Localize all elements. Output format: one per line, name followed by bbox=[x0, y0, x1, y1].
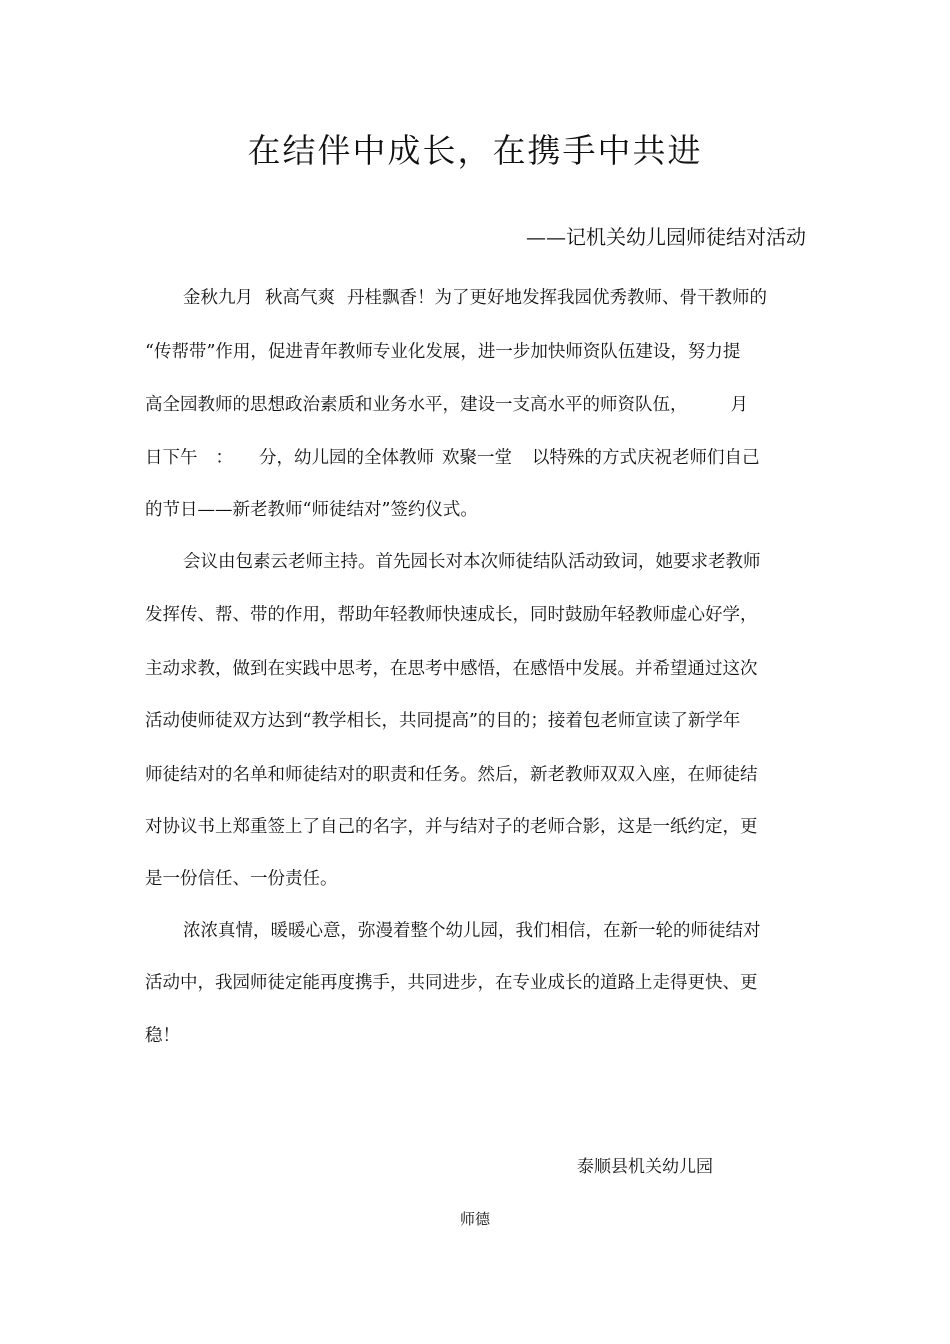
paragraph-1-line-1 bbox=[183, 283, 853, 313]
paragraph-2-line-3: 主动求教，做到在实践中思考，在思考中感悟，在感悟中发展。并希望通过这次 bbox=[145, 659, 758, 679]
paragraph-1-line-3 bbox=[145, 390, 815, 420]
paragraph-2-line-4: 活动使师徒双方达到“教学相长，共同提高”的目的；接着包老师宣读了新学年 bbox=[145, 711, 741, 731]
text-segment: ： bbox=[215, 448, 233, 468]
signature: 泰顺县机关幼儿园 bbox=[577, 1157, 713, 1177]
paragraph-3-line-3: 稳！ bbox=[145, 1026, 180, 1046]
paragraph-2-line-1: 会议由包素云老师主持。首先园长对本次师徒结队活动致词，她要求老教师 bbox=[183, 552, 761, 572]
paragraph-2-line-6: 对协议书上郑重签上了自己的名字，并与结对子的老师合影，这是一纸约定，更 bbox=[145, 817, 758, 837]
page-footer: 师德 bbox=[460, 1210, 491, 1228]
paragraph-1-line-5: 的节日——新老教师“师徒结对”签约仪式。 bbox=[145, 500, 478, 520]
text-segment: 欢聚一堂 bbox=[442, 448, 512, 468]
text-segment: 以特殊的方式庆祝老师们自己 bbox=[532, 448, 760, 468]
document-title: 在结伴中成长，在携手中共进 bbox=[247, 131, 703, 170]
text-segment: 高全园教师的思想政治素质和业务水平，建设一支高水平的师资队伍， bbox=[145, 395, 688, 415]
paragraph-2-line-2: 发挥传、帮、带的作用，帮助年轻教师快速成长，同时鼓励年轻教师虚心好学， bbox=[145, 605, 758, 625]
text-segment: 金秋九月 bbox=[183, 288, 253, 308]
paragraph-1-line-4 bbox=[145, 443, 815, 473]
paragraph-1-line-2: “传帮带”作用，促进青年教师专业化发展，进一步加快师资队伍建设，努力提 bbox=[145, 342, 741, 362]
paragraph-2-line-5: 师徒结对的名单和师徒结对的职责和任务。然后，新老教师双双入座，在师徒结 bbox=[145, 765, 758, 785]
text-segment: 分，幼儿园的全体教师 bbox=[259, 448, 434, 468]
text-segment: 秋高气爽 bbox=[265, 288, 335, 308]
document-subtitle: ——记机关幼儿园师徒结对活动 bbox=[526, 225, 806, 249]
paragraph-3-line-2: 活动中，我园师徒定能再度携手，共同进步，在专业成长的道路上走得更快、更 bbox=[145, 973, 758, 993]
text-segment: 日下午 bbox=[145, 448, 198, 468]
text-segment: 丹桂飘香！为了更好地发挥我园优秀教师、骨干教师的 bbox=[347, 288, 767, 308]
paragraph-3-line-1: 浓浓真情，暖暖心意，弥漫着整个幼儿园，我们相信，在新一轮的师徒结对 bbox=[183, 921, 761, 941]
paragraph-2-line-7: 是一份信任、一份责任。 bbox=[145, 869, 338, 889]
text-segment: 月 bbox=[730, 395, 748, 415]
